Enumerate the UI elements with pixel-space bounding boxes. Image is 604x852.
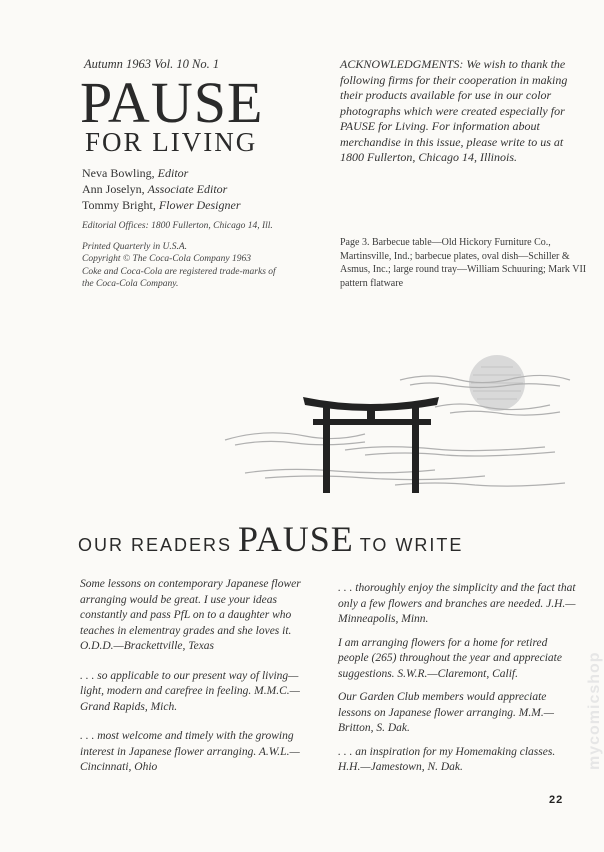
printed-note: Printed Quarterly in U.S.A. <box>82 241 188 252</box>
editorial-offices: Editorial Offices: 1800 Fullerton, Chicago 14, Ill. <box>82 221 273 231</box>
publication-info <box>82 220 282 291</box>
photo-credits: Page 3. Barbecue table—Old Hickory Furniture Co., Martinsville, Ind.; barbecue plates, oval dish—Schiller & Asmus, Inc.; large round tray—William Schuuring; Mark VII pattern flatware <box>340 237 587 289</box>
watermark: mycomicshop <box>586 651 603 770</box>
reader-letter: I am arranging flowers for a home for retired people (265) throughout the year and appreciate suggestions. S.W.R.—Claremont, Calif. <box>338 636 562 680</box>
page-number: 22 <box>549 794 564 806</box>
reader-letter: . . . most welcome and timely with the growing interest in Japanese flower arranging. A.W.L.—Cincinnati, Ohio <box>80 730 300 773</box>
copyright-note: Copyright © The Coca-Cola Company 1963 <box>82 254 251 264</box>
headline-right: TO WRITE <box>359 535 464 555</box>
torii-gate-illustration <box>225 345 575 505</box>
issue-line: Autumn 1963 Vol. 10 No. 1 <box>84 57 220 71</box>
letters-column-left <box>80 577 320 790</box>
headline-left: OUR READERS <box>78 535 233 555</box>
letters-column-right <box>338 581 578 784</box>
headline-pause: PAUSE <box>238 519 354 559</box>
trademark-note: Coke and Coca-Cola are registered trade-marks of the Coca-Cola Company. <box>82 266 276 289</box>
section-headline <box>78 518 463 560</box>
reader-letter: Our Garden Club members would appreciate lessons on Japanese flower arranging. M.M.—Britton, S. Dak. <box>338 691 554 734</box>
reader-letter: Some lessons on contemporary Japanese flower arranging would be great. I use your ideas constantly and pass PfL on to a daughter who teaches in elementray grades and she loves it. O.D.D.—Brackettville, Texas <box>80 578 301 652</box>
reader-letter: . . . an inspiration for my Homemaking classes. H.H.—Jamestown, N. Dak. <box>338 745 556 773</box>
staff-entry: Tommy Bright, Flower Designer <box>82 198 241 212</box>
reader-letter: . . . so applicable to our present way of living—light, modern and carefree in feeling. M.M.C.—Grand Rapids, Mich. <box>80 669 300 713</box>
acknowledgments-text: ACKNOWLEDGMENTS: We wish to thank the following firms for their cooperation in making their products available for use in our color photographs which were created especially for PAUSE for Living. For information about merchandise in this issue, please write to us at 1800 Fullerton, Chicago 14, Illinois. <box>340 57 568 164</box>
magazine-subtitle: FOR LIVING <box>85 127 258 157</box>
magazine-title: PAUSE <box>80 70 264 135</box>
staff-list <box>82 165 240 213</box>
staff-entry: Ann Joselyn, Associate Editor <box>82 182 228 196</box>
staff-entry: Neva Bowling, Editor <box>82 166 189 180</box>
reader-letter: . . . thoroughly enjoy the simplicity and the fact that only a few flowers and branches are needed. J.H.—Minneapolis, Minn. <box>338 582 576 625</box>
